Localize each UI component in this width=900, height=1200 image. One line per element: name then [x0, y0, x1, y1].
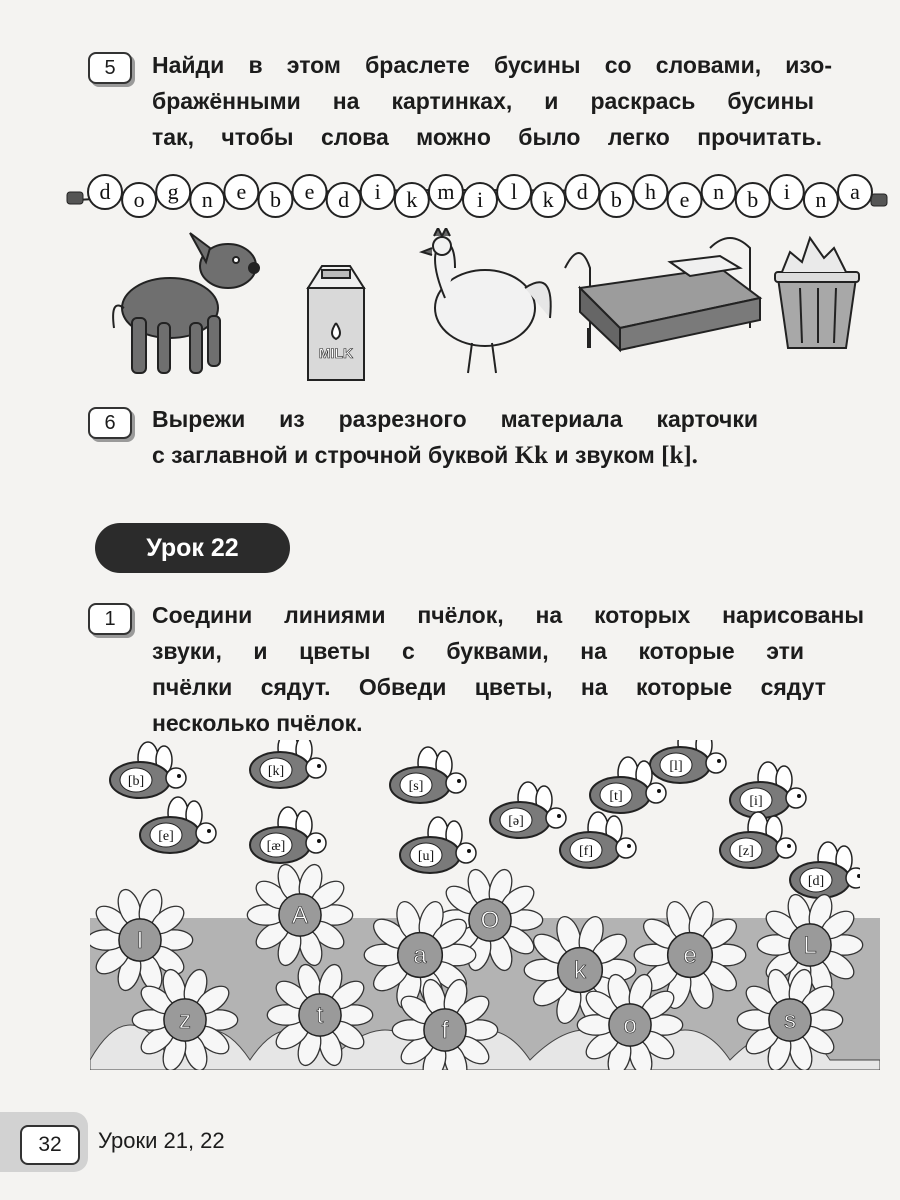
flower-letter: z	[179, 1007, 191, 1034]
flower-letter: I	[136, 927, 144, 954]
bead[interactable]	[599, 183, 633, 217]
bee[interactable]	[650, 740, 726, 783]
page-number: 32	[20, 1125, 80, 1165]
bee-sound: [d]	[807, 874, 825, 889]
bee-head	[196, 823, 216, 843]
bee-head	[646, 783, 666, 803]
bee-sound: [k]	[267, 764, 285, 779]
bead[interactable]	[429, 175, 463, 209]
bead[interactable]	[736, 183, 770, 217]
milk-label: MILK	[318, 345, 354, 361]
flower-letter: f	[441, 1017, 449, 1044]
bead-letter: d	[99, 179, 111, 204]
exercise-number-6: 6	[88, 407, 132, 439]
exercise-6-line-1: Вырежи из разрезного материала карточки	[152, 406, 758, 432]
bee-sound: [æ]	[266, 839, 286, 854]
bead[interactable]	[838, 175, 872, 209]
bead[interactable]	[224, 175, 258, 209]
flower-letter: e	[683, 942, 697, 969]
bead-letter: e	[679, 187, 690, 212]
lesson-heading: Урок 22	[95, 523, 290, 573]
footer-title: Уроки 21, 22	[98, 1128, 225, 1153]
bead-letter: b	[269, 187, 281, 212]
flower-letter: O	[480, 907, 500, 934]
bead[interactable]	[395, 183, 429, 217]
bee-head	[446, 773, 466, 793]
clasp-left-icon	[67, 192, 83, 204]
bead[interactable]	[531, 183, 565, 217]
flower-letter: t	[316, 1002, 324, 1029]
bee[interactable]	[250, 807, 326, 863]
exercise-5-line-1: Найди в этом браслете бусины со словами, изо-	[152, 52, 832, 78]
bead-letter: k	[542, 187, 554, 212]
bead-letter: a	[850, 179, 860, 204]
flower-letter: s	[784, 1007, 796, 1034]
bee-head	[546, 808, 566, 828]
bead-letter: l	[511, 179, 518, 204]
bee[interactable]	[390, 747, 466, 803]
bee-sound: [s]	[408, 779, 424, 794]
bead-letter: m	[437, 179, 455, 204]
bead-letter: d	[576, 179, 588, 204]
sound-k: [k].	[661, 442, 698, 469]
bee-sound: [z]	[738, 844, 754, 859]
exercise-5-pictures	[110, 228, 870, 388]
bead-letter: g	[167, 179, 179, 204]
bead[interactable]	[702, 175, 736, 209]
bee-eye	[627, 844, 631, 848]
exercise-1-instructions	[152, 597, 864, 741]
exercise-5-line-2: бражёнными на картинках, и раскрась бусины	[152, 88, 814, 114]
exercise-1-line-4: несколько пчёлок.	[152, 710, 363, 736]
bee-eye	[317, 764, 321, 768]
exercise-6-line-2-mid: и звуком	[554, 442, 655, 468]
bee-sound: [e]	[158, 829, 174, 844]
flower-letter: k	[574, 957, 586, 984]
bead-letter: n	[201, 187, 213, 212]
exercise-number-5: 5	[88, 52, 132, 84]
milk-carton-icon	[308, 266, 364, 380]
bead[interactable]	[258, 183, 292, 217]
flowers-area	[90, 860, 880, 1070]
bead[interactable]	[463, 183, 497, 217]
bead-letter: i	[374, 179, 381, 204]
bee-eye	[457, 779, 461, 783]
bee[interactable]	[140, 797, 216, 853]
bee-sound: [l]	[669, 759, 683, 774]
bee-eye	[557, 814, 561, 818]
bee-eye	[467, 849, 471, 853]
bead[interactable]	[770, 175, 804, 209]
bead-letter: k	[406, 187, 418, 212]
clasp-right-icon	[871, 194, 887, 206]
bead-letter: e	[304, 179, 315, 204]
bin-icon	[775, 238, 859, 348]
bee[interactable]	[730, 762, 806, 818]
bee-eye	[207, 829, 211, 833]
exercise-5-instructions	[152, 47, 832, 155]
bead[interactable]	[293, 175, 327, 209]
bead-letter: n	[815, 187, 827, 212]
bead[interactable]	[633, 175, 667, 209]
bee-sound: [u]	[417, 849, 435, 864]
flower-letter: o	[623, 1012, 637, 1039]
bead-letter: n	[713, 179, 725, 204]
bead-letter: e	[236, 179, 247, 204]
bee-head	[776, 838, 796, 858]
bee[interactable]	[110, 742, 186, 798]
bee-eye	[717, 759, 721, 763]
bead[interactable]	[156, 175, 190, 209]
bee[interactable]	[250, 740, 326, 788]
bead[interactable]	[190, 183, 224, 217]
bead-letter: o	[133, 187, 145, 212]
hen-icon	[422, 228, 551, 373]
bee-eye	[657, 789, 661, 793]
bee-sound: [ə]	[508, 814, 524, 829]
bee-sound: [b]	[127, 774, 145, 789]
bead-letter: b	[747, 187, 759, 212]
exercise-6-line-2	[152, 437, 852, 474]
bee-eye	[787, 844, 791, 848]
bead-letter: h	[644, 179, 656, 204]
exercise-1-line-1: Соедини линиями пчёлок, на которых нарисованы	[152, 602, 864, 628]
flower-letter: a	[413, 942, 427, 969]
exercise-1-line-3: пчёлки сядут. Обведи цветы, на которые сядут	[152, 674, 826, 700]
exercise-6-instructions	[152, 401, 852, 474]
bee-sound: [t]	[609, 789, 623, 804]
bead-letter: b	[610, 187, 622, 212]
bee-eye	[317, 839, 321, 843]
bead[interactable]	[361, 175, 395, 209]
bead[interactable]	[668, 183, 702, 217]
exercise-5-line-3: так, чтобы слова можно было легко прочитать.	[152, 124, 822, 150]
flower-letter: A	[291, 902, 309, 929]
bead[interactable]	[327, 183, 361, 217]
bead[interactable]	[497, 175, 531, 209]
exercise-number-1: 1	[88, 603, 132, 635]
flower-letter: L	[803, 932, 817, 959]
bee-eye	[177, 774, 181, 778]
dog-icon	[113, 233, 259, 373]
bee-head	[706, 753, 726, 773]
bracelet	[65, 160, 895, 228]
bead[interactable]	[565, 175, 599, 209]
bee-head	[166, 768, 186, 788]
exercise-6-line-2-prefix: с заглавной и строчной буквой	[152, 442, 509, 468]
letters-kk: Kk	[514, 442, 549, 469]
bee-head	[616, 838, 636, 858]
exercise-1-line-2: звуки, и цветы с буквами, на которые эти	[152, 638, 804, 664]
bee-eye	[797, 794, 801, 798]
bead[interactable]	[804, 183, 838, 217]
bee[interactable]	[490, 782, 566, 838]
bee-head	[786, 788, 806, 808]
bee-head	[306, 833, 326, 853]
bead-letter: i	[783, 179, 790, 204]
bed-icon	[565, 238, 760, 350]
bead-letter: i	[476, 187, 484, 212]
bee-sound: [i]	[749, 794, 763, 809]
bead-letter: d	[338, 187, 350, 212]
bead[interactable]	[88, 175, 122, 209]
bee-head	[306, 758, 326, 778]
bee-sound: [f]	[579, 844, 593, 859]
bead[interactable]	[122, 183, 156, 217]
